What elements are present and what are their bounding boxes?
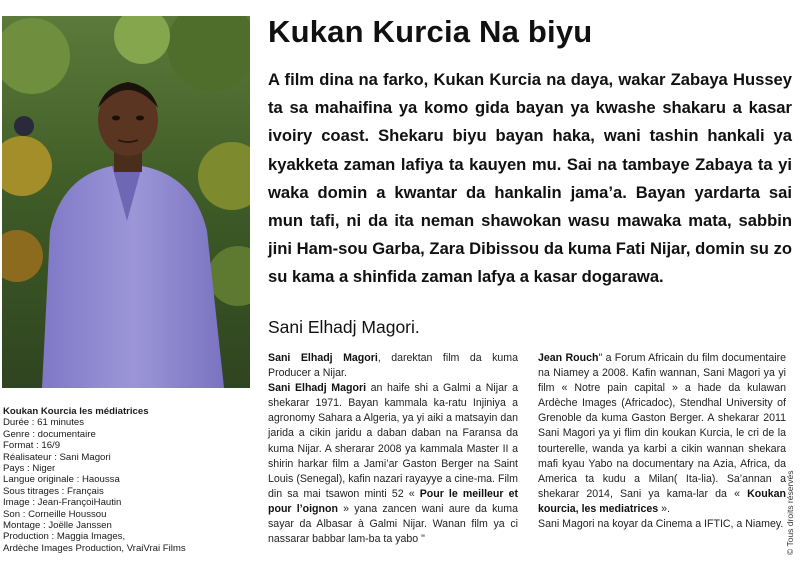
bio-column-right <box>538 351 786 532</box>
bio-text: an haife shi a Galmi a Nijar a shekarar 1971. Bayan kammala ka-ratu Injiniya a agronomy Sahara a Algeria, ya yi aiki a matsayin dan jarida a cikin jaridu a daban daban na Faransa da kuma Nijar. A sherarar 2008 ya kammala Master II a shirin harkar film a Jami’ar Gaston Berger na Saint Louis (Senegal), kafin nazari rayayye a cine-ma. Film din sa mai tsawon minti 52 « <box>268 382 518 500</box>
bio-text: , darektan film da kuma Producer a Nijar. <box>268 352 518 380</box>
bio-intro <box>268 351 518 381</box>
film-title: Pour le meilleur et pour l’oignon <box>268 487 519 515</box>
credits-line: Production : Maggia Images, <box>3 531 126 543</box>
director-name: Sani Elhadj Magori <box>268 352 378 364</box>
credits-line: Image : Jean-FrançoiHautin <box>3 497 122 509</box>
page-title: Kukan Kurcia Na biyu <box>268 14 593 49</box>
credits-line: Montage : Joëlle Janssen <box>3 520 112 532</box>
award-name: Jean Rouch <box>538 352 599 364</box>
director-photo <box>2 16 250 388</box>
credits-line: Pays : Niger <box>3 463 56 475</box>
bio-body <box>268 381 518 547</box>
credits-line: Sous titrages : Français <box>3 485 104 497</box>
credits-line: Langue originale : Haoussa <box>3 474 120 486</box>
bio-body-continued <box>538 351 786 517</box>
credits-line: Format : 16/9 <box>3 440 61 452</box>
credits-line: Genre : documentaire <box>3 428 96 440</box>
director-name: Sani Elhadj Magori <box>268 382 367 395</box>
lead-author: Sani Elhadj Magori. <box>268 317 420 337</box>
credits-line: Ardèche Images Production, VraiVrai Films <box>3 542 186 554</box>
lead-paragraph: A film dina na farko, Kukan Kurcia na daya, wakar Zabaya Hussey ta sa mahaifina ya komo gida bayan ya kwashe shakaru a kasar ivoiry coast. Shekaru biyu bayan haka, wani tashin hankali ya kyakketa zaman lafiya ta kauyen mu. Sai na tambaye Zabaya ta yi waka domin a kwantar da hankalin jama’a. Bayan yardarta sai mun tafi, ni da ita neman shawokan wasu mawaka mata, sabbin jini Ham-sou Garba, Zara Dibissou da kuma Fati Nijar, domin su zo su kama a shinfida zaman lafya a kasar dogarawa. <box>268 70 792 287</box>
film-title: Koukan kourcia, les mediatrices <box>538 487 786 515</box>
credits-line: Durée : 61 minutes <box>3 417 85 429</box>
bio-column-left <box>268 351 518 547</box>
credits-line: Réalisateur : Sani Magori <box>3 451 111 463</box>
bio-text: » yana zancen wani aure da kuma sayar da Albasar à Galmi Nijar. Wanan film ya ci nassarar babbar lam-ba ta yabo " <box>268 502 518 546</box>
bio-closing: Sani Magori na koyar da Cinema a IFTIC, a Niamey. <box>538 518 784 531</box>
bio-text: ». <box>658 502 670 515</box>
copyright-notice: © Tous droits réservés <box>785 470 795 555</box>
bio-text: " a Forum Africain du film documentaire na Niamey a 2008. Kafin wannan, Sani Magori ya yi film « Notre pain capital » a hade da kulawan Ardèche Images (Africadoc), Stendhal University of Grenoble da kuma Gaston Berger. A shekarar 2011 Sani Magori ya yi flim din koukan Kurcia, le cri de la tourterelle, wanda ya karbi a cikin wannan shekara mafi kyau Yabo na documentary na Azia, Africa, da America ta kudu a Milan( Ita-lia). Sa’annan a shekarar 2014, Sani ya kama-lar da « <box>538 352 786 500</box>
credits-title: Koukan Kourcia les médiatrices <box>3 406 149 417</box>
credits-line: Son : Corneille Houssou <box>3 508 107 520</box>
film-credits <box>3 406 253 554</box>
director-portrait-image <box>2 16 250 388</box>
